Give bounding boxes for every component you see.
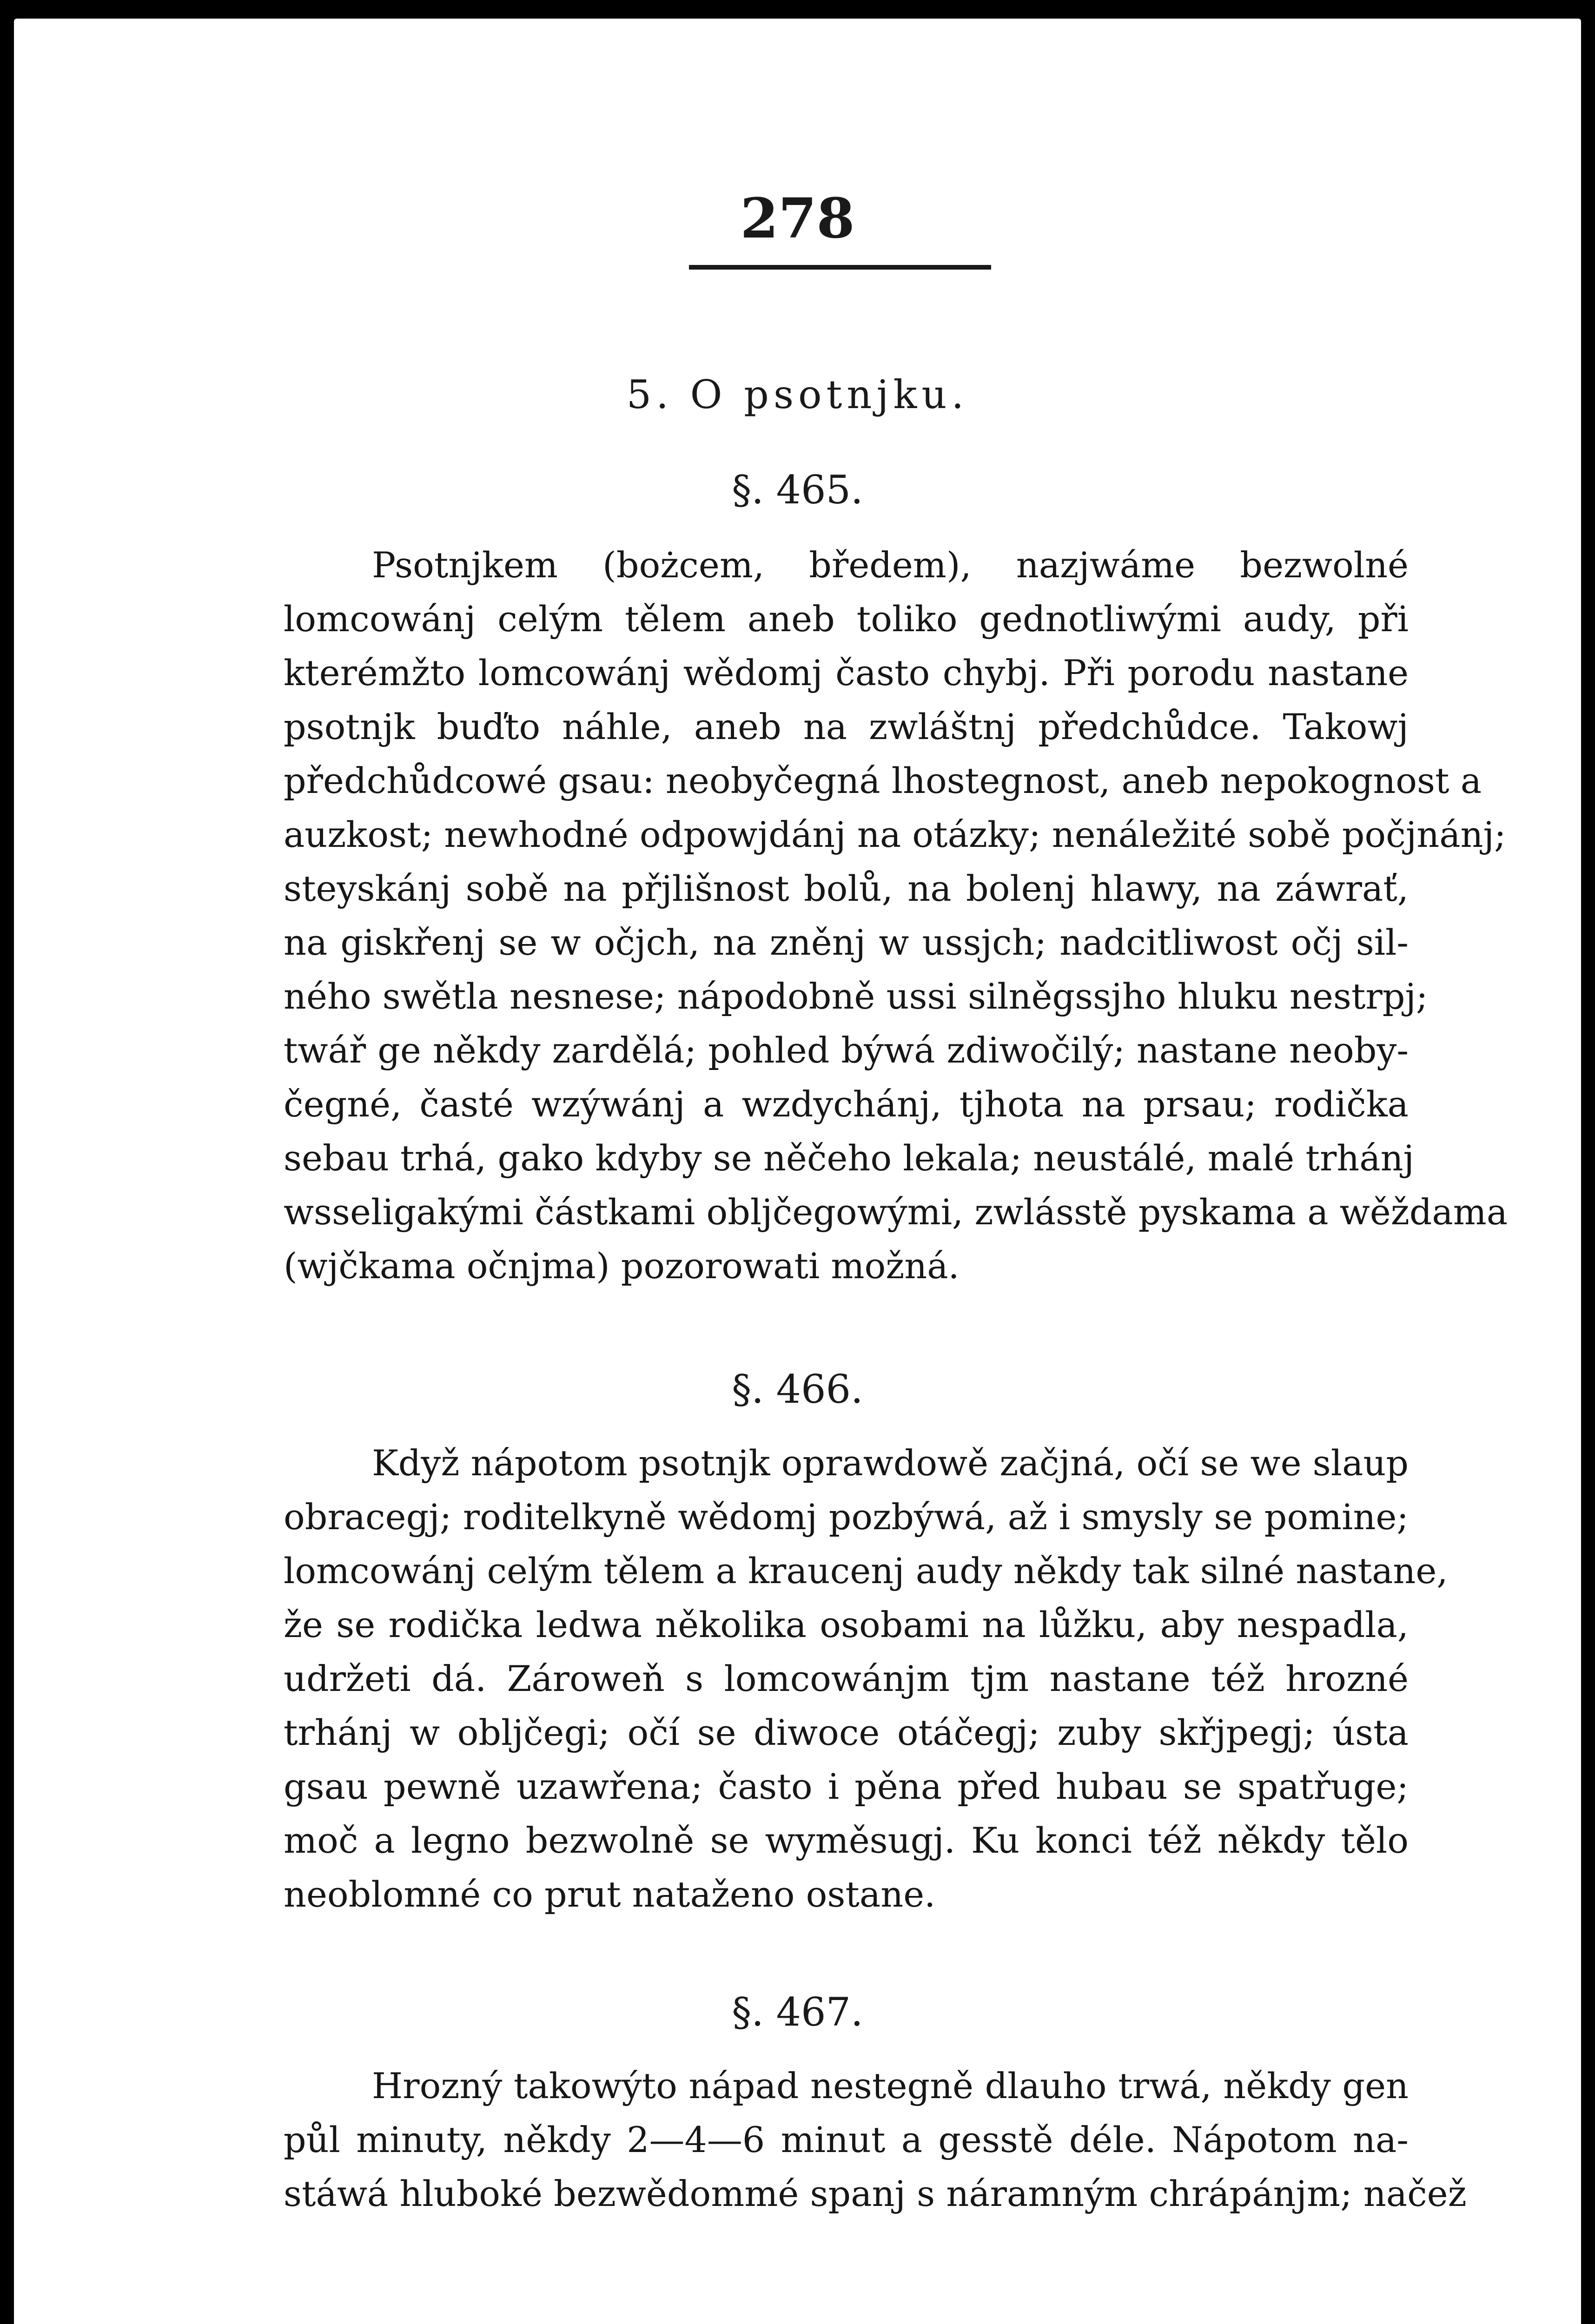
- text-line: gsau pewně uzawřena; často i pěna před hubau se spatřuge;: [284, 1766, 1409, 1807]
- section-467-paragraph: [284, 2059, 1467, 2221]
- text-line: Hrozný takowýto nápad nestegně dlauho trwá, někdy gen: [372, 2065, 1409, 2106]
- text-line: že se rodička ledwa několika osobami na lůžku, aby nespadla,: [284, 1604, 1409, 1645]
- text-line: kterémžto lomcowánj wědomj často chybj. Při porodu nastane: [284, 652, 1409, 693]
- text-line: lomcowánj celým tělem a kraucenj audy někdy tak silné nastane,: [284, 1550, 1448, 1591]
- text-line: (wjčkama očnjma) pozorowati možná.: [284, 1245, 960, 1287]
- text-line: auzkost; newhodné odpowjdánj na otázky; nenáležité sobě počjnánj;: [284, 814, 1506, 855]
- section-mark-467: §. 467.: [732, 1989, 863, 2035]
- text-line: Když nápotom psotnjk oprawdowě začjná, očí se we slaup: [372, 1442, 1409, 1484]
- section-466-paragraph: [284, 1436, 1448, 1921]
- text-line: lomcowánj celým tělem aneb toliko gednotliwými audy, při: [284, 598, 1409, 640]
- text-line: wsseligakými částkami obljčegowými, zwlásstě pyskama a wěždama: [284, 1191, 1508, 1233]
- chapter-title: 5. O psotnjku.: [626, 372, 969, 417]
- section-mark-465: §. 465.: [732, 467, 863, 513]
- book-page: [14, 19, 1581, 2324]
- text-line: trhánj w obljčegi; očí se diwoce otáčegj; zuby skřjpegj; ústa: [284, 1712, 1409, 1753]
- page-number: 278: [740, 186, 855, 251]
- section-mark-466: §. 466.: [732, 1367, 863, 1412]
- text-line: čegné, časté wzýwánj a wzdychánj, tjhota na prsau; rodička: [284, 1083, 1409, 1125]
- text-line: ného swětla nesnese; nápodobně ussi silněgssjho hluku nestrpj;: [284, 976, 1428, 1017]
- text-line: Psotnjkem (bożcem, bředem), nazjwáme bezwolné: [372, 544, 1409, 586]
- header-rule: [689, 265, 991, 270]
- section-465-paragraph: [284, 538, 1508, 1293]
- text-line: steyskánj sobě na přjlišnost bolů, na bolenj hlawy, na záwrať,: [284, 868, 1409, 909]
- text-line: sebau trhá, gako kdyby se něčeho lekala; neustálé, malé trhánj: [284, 1137, 1415, 1179]
- text-line: předchůdcowé gsau: neobyčegná lhostegnost, aneb nepokognost a: [284, 760, 1482, 801]
- text-line: stáwá hluboké bezwědommé spanj s náramným chrápánjm; načež: [284, 2173, 1467, 2214]
- text-line: neoblomné co prut natаženo ostane.: [284, 1874, 936, 1915]
- text-line: obracegj; roditelkyně wědomj pozbýwá, až i smysly se pomine;: [284, 1496, 1409, 1538]
- text-line: psotnjk buďto náhle, aneb na zwláštnj předchůdce. Takowj: [284, 706, 1409, 747]
- text-line: půl minuty, někdy 2—4—6 minut a gesstě déle. Nápotom na-: [284, 2119, 1409, 2160]
- text-line: twář ge někdy zardělá; pohled býwá zdiwočilý; nastane neoby-: [284, 1030, 1409, 1071]
- text-line: moč a legno bezwolně se wyměsugj. Ku konci též někdy tělo: [284, 1820, 1409, 1861]
- text-line: na giskřenj se w očjch, na zněnj w ussjch; nadcitliwost očj sil-: [284, 922, 1409, 963]
- text-line: udržeti dá. Zároweň s lomcowánjm tjm nastane též hrozné: [284, 1658, 1409, 1699]
